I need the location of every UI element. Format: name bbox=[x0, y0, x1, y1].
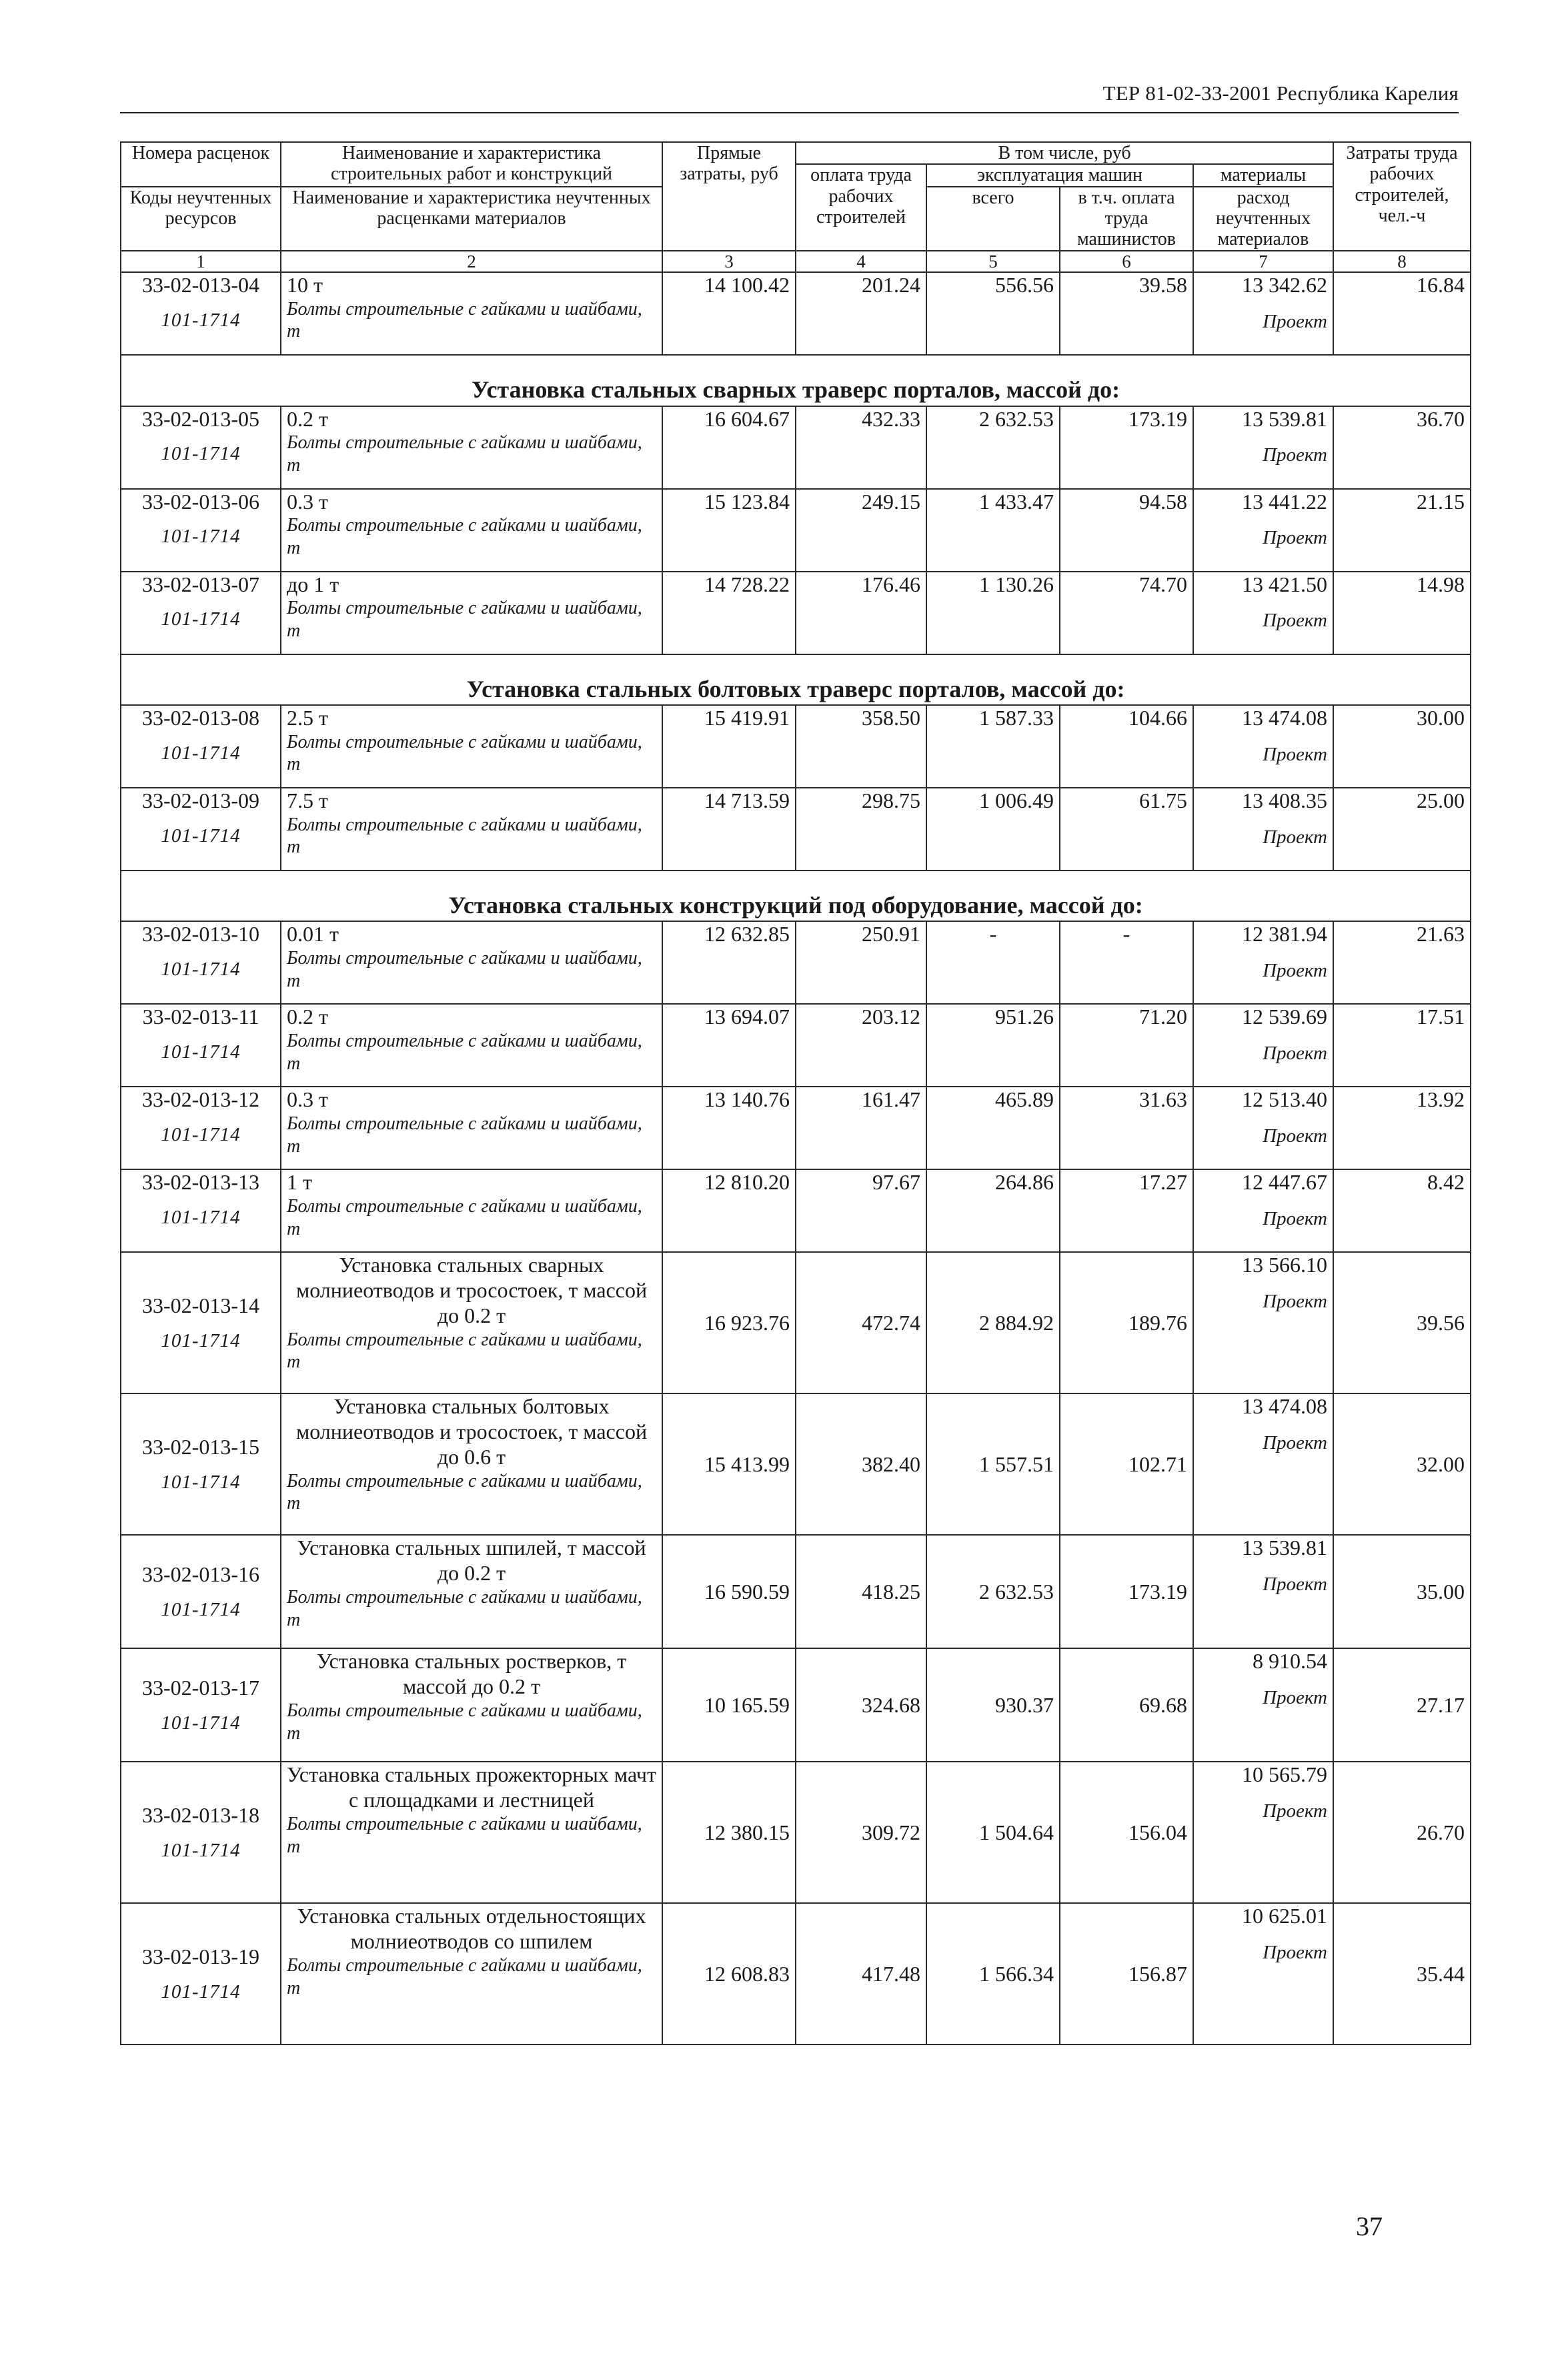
work-name-cell bbox=[281, 921, 662, 1004]
rate-number: 33-02-013-07 bbox=[142, 572, 259, 596]
machines-total: 1 566.34 bbox=[926, 1903, 1060, 2044]
work-name-cell bbox=[281, 1087, 662, 1169]
resource-code: 101-1714 bbox=[161, 526, 241, 548]
resource-note: Проект bbox=[1263, 527, 1328, 549]
section-heading-row bbox=[121, 355, 1471, 406]
labor-hours: 32.00 bbox=[1333, 1393, 1471, 1535]
labor-pay: 203.12 bbox=[796, 1004, 926, 1087]
header-rate-number: Номера расценок bbox=[121, 142, 281, 187]
material-use-cell bbox=[1193, 1252, 1333, 1393]
direct-costs: 14 100.42 bbox=[662, 272, 796, 355]
machinist-pay: 173.19 bbox=[1060, 1535, 1193, 1648]
column-numbers bbox=[121, 251, 1471, 272]
direct-costs: 14 713.59 bbox=[662, 788, 796, 870]
resource-name: Болты строительные с гайками и шайбами, т bbox=[287, 1586, 642, 1630]
work-name-cell bbox=[281, 1393, 662, 1535]
machinist-pay: 74.70 bbox=[1060, 572, 1193, 654]
material-use: 13 474.08 bbox=[1242, 705, 1328, 730]
rate-code-cell bbox=[121, 406, 281, 489]
resource-code: 101-1714 bbox=[161, 309, 241, 331]
labor-hours: 14.98 bbox=[1333, 572, 1471, 654]
table-row bbox=[121, 921, 1471, 1004]
machinist-pay: 156.87 bbox=[1060, 1903, 1193, 2044]
work-name: до 1 т bbox=[287, 572, 339, 596]
machinist-pay: 104.66 bbox=[1060, 705, 1193, 788]
material-use-cell bbox=[1193, 1393, 1333, 1535]
material-use-cell bbox=[1193, 921, 1333, 1004]
table-row bbox=[121, 1393, 1471, 1535]
header-materials: материалы bbox=[1193, 164, 1333, 186]
material-use-cell bbox=[1193, 1535, 1333, 1648]
material-use: 12 447.67 bbox=[1242, 1170, 1328, 1195]
section-heading-row bbox=[121, 870, 1471, 921]
rate-code-cell bbox=[121, 921, 281, 1004]
resource-note: Проект bbox=[1263, 1800, 1328, 1822]
resource-code: 101-1714 bbox=[161, 1981, 241, 2003]
rate-number: 33-02-013-06 bbox=[142, 489, 259, 514]
work-name: 2.5 т bbox=[287, 705, 328, 730]
material-use: 13 421.50 bbox=[1242, 572, 1328, 596]
resource-note: Проект bbox=[1263, 1687, 1328, 1709]
resource-code: 101-1714 bbox=[161, 1330, 241, 1352]
work-name: 0.3 т bbox=[287, 489, 328, 514]
work-name: 0.2 т bbox=[287, 1005, 328, 1029]
section-heading: Установка стальных сварных траверс порталов, массой до: bbox=[121, 355, 1471, 406]
resource-name: Болты строительные с гайками и шайбами, т bbox=[287, 1329, 642, 1373]
work-name: 0.2 т bbox=[287, 406, 328, 431]
resource-note: Проект bbox=[1263, 1574, 1328, 1596]
table-row bbox=[121, 1087, 1471, 1169]
work-name: 0.01 т bbox=[287, 922, 339, 947]
rate-number: 33-02-013-18 bbox=[142, 1803, 259, 1828]
column-number: 1 bbox=[121, 251, 281, 272]
machines-total: 1 504.64 bbox=[926, 1762, 1060, 1903]
material-use-cell bbox=[1193, 1648, 1333, 1762]
labor-pay: 309.72 bbox=[796, 1762, 926, 1903]
material-use-cell bbox=[1193, 788, 1333, 870]
material-use-cell bbox=[1193, 1087, 1333, 1169]
rate-number: 33-02-013-13 bbox=[142, 1170, 259, 1195]
resource-note: Проект bbox=[1263, 444, 1328, 466]
work-name: 7.5 т bbox=[287, 788, 328, 812]
labor-pay: 324.68 bbox=[796, 1648, 926, 1762]
labor-hours: 16.84 bbox=[1333, 272, 1471, 355]
resource-name: Болты строительные с гайками и шайбами, т bbox=[287, 1113, 642, 1157]
section-heading: Установка стальных болтовых траверс порталов, массой до: bbox=[121, 654, 1471, 705]
material-use-cell bbox=[1193, 272, 1333, 355]
machinist-pay: 69.68 bbox=[1060, 1648, 1193, 1762]
resource-name: Болты строительные с гайками и шайбами, т bbox=[287, 1470, 642, 1514]
work-name: 10 т bbox=[287, 273, 323, 298]
work-name-cell bbox=[281, 1535, 662, 1648]
rate-number: 33-02-013-17 bbox=[142, 1676, 259, 1700]
work-name-cell bbox=[281, 1169, 662, 1252]
direct-costs: 13 694.07 bbox=[662, 1004, 796, 1087]
column-number: 7 bbox=[1193, 251, 1333, 272]
rate-number: 33-02-013-09 bbox=[142, 788, 259, 812]
material-use-cell bbox=[1193, 1762, 1333, 1903]
machinist-pay: 156.04 bbox=[1060, 1762, 1193, 1903]
material-use-cell bbox=[1193, 1004, 1333, 1087]
rate-number: 33-02-013-19 bbox=[142, 1944, 259, 1969]
labor-hours: 35.00 bbox=[1333, 1535, 1471, 1648]
resource-note: Проект bbox=[1263, 1291, 1328, 1313]
resource-code: 101-1714 bbox=[161, 742, 241, 764]
direct-costs: 12 632.85 bbox=[662, 921, 796, 1004]
direct-costs: 12 380.15 bbox=[662, 1762, 796, 1903]
machinist-pay: 71.20 bbox=[1060, 1004, 1193, 1087]
resource-name: Болты строительные с гайками и шайбами, т bbox=[287, 298, 642, 342]
machinist-pay: 189.76 bbox=[1060, 1252, 1193, 1393]
resource-name: Болты строительные с гайками и шайбами, т bbox=[287, 948, 642, 991]
rate-code-cell bbox=[121, 1648, 281, 1762]
resource-code: 101-1714 bbox=[161, 1471, 241, 1494]
header-material-name: Наименование и характеристика неучтенных расценками материалов bbox=[281, 187, 662, 251]
resource-name: Болты строительные с гайками и шайбами, т bbox=[287, 1813, 642, 1857]
direct-costs: 13 140.76 bbox=[662, 1087, 796, 1169]
labor-pay: 417.48 bbox=[796, 1903, 926, 2044]
rate-code-cell bbox=[121, 489, 281, 572]
material-use: 12 513.40 bbox=[1242, 1087, 1328, 1112]
machines-total: 465.89 bbox=[926, 1087, 1060, 1169]
resource-note: Проект bbox=[1263, 1125, 1328, 1147]
resource-note: Проект bbox=[1263, 1942, 1328, 1964]
resource-name: Болты строительные с гайками и шайбами, т bbox=[287, 814, 642, 858]
work-name-cell bbox=[281, 1004, 662, 1087]
labor-hours: 21.63 bbox=[1333, 921, 1471, 1004]
work-name-cell bbox=[281, 1648, 662, 1762]
labor-pay: 161.47 bbox=[796, 1087, 926, 1169]
material-use: 13 342.62 bbox=[1242, 273, 1328, 298]
work-name-cell bbox=[281, 1252, 662, 1393]
labor-hours: 36.70 bbox=[1333, 406, 1471, 489]
machines-total: 1 587.33 bbox=[926, 705, 1060, 788]
resource-name: Болты строительные с гайками и шайбами, т bbox=[287, 598, 642, 641]
work-name-cell bbox=[281, 705, 662, 788]
rate-code-cell bbox=[121, 705, 281, 788]
work-name: Установка стальных ростверков, т массой до 0.2 т bbox=[316, 1649, 627, 1699]
labor-pay: 432.33 bbox=[796, 406, 926, 489]
material-use-cell bbox=[1193, 1903, 1333, 2044]
column-number: 5 bbox=[926, 251, 1060, 272]
header-rule bbox=[120, 112, 1459, 113]
machinist-pay: - bbox=[1060, 921, 1193, 1004]
rate-number: 33-02-013-04 bbox=[142, 273, 259, 298]
work-name: Установка стальных отдельностоящих молниеотводов со шпилем bbox=[297, 1904, 646, 1954]
labor-pay: 382.40 bbox=[796, 1393, 926, 1535]
rate-code-cell bbox=[121, 1004, 281, 1087]
table-row bbox=[121, 272, 1471, 355]
direct-costs: 16 923.76 bbox=[662, 1252, 796, 1393]
table-row bbox=[121, 1252, 1471, 1393]
work-name: Установка стальных прожекторных мачт с площадками и лестницей bbox=[287, 1762, 656, 1812]
rate-number: 33-02-013-08 bbox=[142, 705, 259, 730]
machines-total: 1 130.26 bbox=[926, 572, 1060, 654]
labor-hours: 30.00 bbox=[1333, 705, 1471, 788]
direct-costs: 12 810.20 bbox=[662, 1169, 796, 1252]
resource-code: 101-1714 bbox=[161, 443, 241, 465]
header-direct-costs: Прямые затраты, руб bbox=[662, 142, 796, 251]
table-header bbox=[121, 142, 1471, 272]
direct-costs: 15 123.84 bbox=[662, 489, 796, 572]
labor-pay: 176.46 bbox=[796, 572, 926, 654]
machines-total: 930.37 bbox=[926, 1648, 1060, 1762]
resource-note: Проект bbox=[1263, 610, 1328, 632]
rate-code-cell bbox=[121, 1393, 281, 1535]
machines-total: 2 884.92 bbox=[926, 1252, 1060, 1393]
column-number: 4 bbox=[796, 251, 926, 272]
machinist-pay: 94.58 bbox=[1060, 489, 1193, 572]
header-labor-hours: Затраты труда рабочих строителей, чел.-ч bbox=[1333, 142, 1471, 251]
labor-pay: 418.25 bbox=[796, 1535, 926, 1648]
table-row bbox=[121, 705, 1471, 788]
labor-hours: 8.42 bbox=[1333, 1169, 1471, 1252]
rate-number: 33-02-013-12 bbox=[142, 1087, 259, 1112]
resource-code: 101-1714 bbox=[161, 824, 241, 846]
material-use: 13 408.35 bbox=[1242, 788, 1328, 812]
labor-hours: 21.15 bbox=[1333, 489, 1471, 572]
machines-total: 1 006.49 bbox=[926, 788, 1060, 870]
resource-code: 101-1714 bbox=[161, 1599, 241, 1621]
machinist-pay: 61.75 bbox=[1060, 788, 1193, 870]
resource-code: 101-1714 bbox=[161, 1041, 241, 1063]
work-name-cell bbox=[281, 406, 662, 489]
table-row bbox=[121, 1903, 1471, 2044]
material-use: 12 539.69 bbox=[1242, 1005, 1328, 1029]
work-name-cell bbox=[281, 272, 662, 355]
table-row bbox=[121, 1535, 1471, 1648]
labor-hours: 17.51 bbox=[1333, 1004, 1471, 1087]
section-heading: Установка стальных конструкций под оборудование, массой до: bbox=[121, 870, 1471, 921]
header-labor-pay: оплата труда рабочих строителей bbox=[796, 164, 926, 250]
work-name: Установка стальных шпилей, т массой до 0.2 т bbox=[297, 1536, 646, 1586]
labor-pay: 472.74 bbox=[796, 1252, 926, 1393]
material-use: 8 910.54 bbox=[1253, 1649, 1328, 1674]
labor-hours: 35.44 bbox=[1333, 1903, 1471, 2044]
machines-total: 1 433.47 bbox=[926, 489, 1060, 572]
material-use-cell bbox=[1193, 1169, 1333, 1252]
resource-name: Болты строительные с гайками и шайбами, т bbox=[287, 432, 642, 476]
rate-number: 33-02-013-11 bbox=[142, 1005, 259, 1029]
work-name-cell bbox=[281, 572, 662, 654]
resource-note: Проект bbox=[1263, 310, 1328, 332]
machines-total: 1 557.51 bbox=[926, 1393, 1060, 1535]
material-use: 10 625.01 bbox=[1242, 1904, 1328, 1928]
direct-costs: 10 165.59 bbox=[662, 1648, 796, 1762]
resource-note: Проект bbox=[1263, 1043, 1328, 1065]
resource-note: Проект bbox=[1263, 743, 1328, 765]
work-name-cell bbox=[281, 1903, 662, 2044]
table-body bbox=[121, 272, 1471, 2044]
rate-number: 33-02-013-15 bbox=[142, 1435, 259, 1459]
machines-total: 2 632.53 bbox=[926, 406, 1060, 489]
column-number: 6 bbox=[1060, 251, 1193, 272]
labor-hours: 39.56 bbox=[1333, 1252, 1471, 1393]
resource-name: Болты строительные с гайками и шайбами, т bbox=[287, 731, 642, 775]
labor-pay: 250.91 bbox=[796, 921, 926, 1004]
rate-code-cell bbox=[121, 788, 281, 870]
labor-pay: 249.15 bbox=[796, 489, 926, 572]
resource-name: Болты строительные с гайками и шайбами, т bbox=[287, 1954, 642, 1998]
material-use: 13 539.81 bbox=[1242, 1536, 1328, 1560]
column-number: 8 bbox=[1333, 251, 1471, 272]
rates-table bbox=[120, 141, 1471, 2045]
work-name: 0.3 т bbox=[287, 1087, 328, 1112]
rate-code-cell bbox=[121, 1903, 281, 2044]
table-row bbox=[121, 406, 1471, 489]
material-use: 13 474.08 bbox=[1242, 1394, 1328, 1419]
resource-code: 101-1714 bbox=[161, 1124, 241, 1146]
material-use-cell bbox=[1193, 406, 1333, 489]
rate-code-cell bbox=[121, 1762, 281, 1903]
labor-pay: 201.24 bbox=[796, 272, 926, 355]
header-machinist-pay: в т.ч. оплата труда машинистов bbox=[1060, 187, 1193, 251]
header-resource-code: Коды неучтенных ресурсов bbox=[121, 187, 281, 251]
labor-hours: 25.00 bbox=[1333, 788, 1471, 870]
machines-total: 951.26 bbox=[926, 1004, 1060, 1087]
resource-note: Проект bbox=[1263, 1208, 1328, 1230]
resource-code: 101-1714 bbox=[161, 1840, 241, 1862]
rate-number: 33-02-013-05 bbox=[142, 406, 259, 431]
resource-name: Болты строительные с гайками и шайбами, т bbox=[287, 1031, 642, 1074]
labor-hours: 26.70 bbox=[1333, 1762, 1471, 1903]
table-row bbox=[121, 1169, 1471, 1252]
rate-code-cell bbox=[121, 1169, 281, 1252]
resource-name: Болты строительные с гайками и шайбами, т bbox=[287, 1700, 642, 1744]
material-use: 12 381.94 bbox=[1242, 922, 1328, 947]
resource-note: Проект bbox=[1263, 1432, 1328, 1454]
work-name-cell bbox=[281, 1762, 662, 1903]
resource-note: Проект bbox=[1263, 960, 1328, 982]
table-row bbox=[121, 788, 1471, 870]
labor-pay: 97.67 bbox=[796, 1169, 926, 1252]
direct-costs: 16 590.59 bbox=[662, 1535, 796, 1648]
resource-name: Болты строительные с гайками и шайбами, т bbox=[287, 515, 642, 558]
machines-total: 556.56 bbox=[926, 272, 1060, 355]
material-use-cell bbox=[1193, 705, 1333, 788]
labor-pay: 358.50 bbox=[796, 705, 926, 788]
machines-total: - bbox=[926, 921, 1060, 1004]
machines-total: 264.86 bbox=[926, 1169, 1060, 1252]
rate-number: 33-02-013-10 bbox=[142, 922, 259, 947]
direct-costs: 12 608.83 bbox=[662, 1903, 796, 2044]
machinist-pay: 102.71 bbox=[1060, 1393, 1193, 1535]
direct-costs: 16 604.67 bbox=[662, 406, 796, 489]
labor-hours: 27.17 bbox=[1333, 1648, 1471, 1762]
column-number: 2 bbox=[281, 251, 662, 272]
material-use: 13 566.10 bbox=[1242, 1253, 1328, 1277]
resource-code: 101-1714 bbox=[161, 608, 241, 630]
work-name-cell bbox=[281, 489, 662, 572]
work-name: Установка стальных сварных молниеотводов и тросостоек, т массой до 0.2 т bbox=[295, 1253, 648, 1327]
header-group: В том числе, руб bbox=[796, 142, 1333, 164]
table-row bbox=[121, 1762, 1471, 1903]
work-name: Установка стальных болтовых молниеотводов и тросостоек, т массой до 0.6 т bbox=[295, 1394, 648, 1469]
rate-number: 33-02-013-16 bbox=[142, 1562, 259, 1587]
table-row bbox=[121, 489, 1471, 572]
work-name-cell bbox=[281, 788, 662, 870]
table-row bbox=[121, 1648, 1471, 1762]
rate-code-cell bbox=[121, 272, 281, 355]
running-title: ТЕР 81-02-33-2001 Республика Карелия bbox=[1102, 81, 1459, 105]
column-number: 3 bbox=[662, 251, 796, 272]
direct-costs: 15 419.91 bbox=[662, 705, 796, 788]
section-heading-row bbox=[121, 654, 1471, 705]
resource-code: 101-1714 bbox=[161, 1207, 241, 1229]
header-material-use: расход неучтенных материалов bbox=[1193, 187, 1333, 251]
material-use-cell bbox=[1193, 489, 1333, 572]
rate-number: 33-02-013-14 bbox=[142, 1293, 259, 1318]
labor-hours: 13.92 bbox=[1333, 1087, 1471, 1169]
header-machines-total: всего bbox=[926, 187, 1060, 251]
machinist-pay: 17.27 bbox=[1060, 1169, 1193, 1252]
rate-code-cell bbox=[121, 572, 281, 654]
machinist-pay: 173.19 bbox=[1060, 406, 1193, 489]
material-use: 13 441.22 bbox=[1242, 489, 1328, 514]
material-use-cell bbox=[1193, 572, 1333, 654]
header-work-name: Наименование и характеристика строительных работ и конструкций bbox=[281, 142, 662, 187]
table-row bbox=[121, 572, 1471, 654]
resource-code: 101-1714 bbox=[161, 1712, 241, 1734]
labor-pay: 298.75 bbox=[796, 788, 926, 870]
resource-note: Проект bbox=[1263, 826, 1328, 848]
work-name: 1 т bbox=[287, 1170, 312, 1195]
header-machines: эксплуатация машин bbox=[926, 164, 1193, 186]
material-use: 10 565.79 bbox=[1242, 1762, 1328, 1787]
machines-total: 2 632.53 bbox=[926, 1535, 1060, 1648]
table-row bbox=[121, 1004, 1471, 1087]
resource-code: 101-1714 bbox=[161, 959, 241, 981]
material-use: 13 539.81 bbox=[1242, 406, 1328, 431]
direct-costs: 15 413.99 bbox=[662, 1393, 796, 1535]
resource-name: Болты строительные с гайками и шайбами, т bbox=[287, 1196, 642, 1239]
rate-code-cell bbox=[121, 1087, 281, 1169]
machinist-pay: 31.63 bbox=[1060, 1087, 1193, 1169]
machinist-pay: 39.58 bbox=[1060, 272, 1193, 355]
direct-costs: 14 728.22 bbox=[662, 572, 796, 654]
rate-code-cell bbox=[121, 1252, 281, 1393]
page-number: 37 bbox=[1356, 2211, 1383, 2241]
rate-code-cell bbox=[121, 1535, 281, 1648]
